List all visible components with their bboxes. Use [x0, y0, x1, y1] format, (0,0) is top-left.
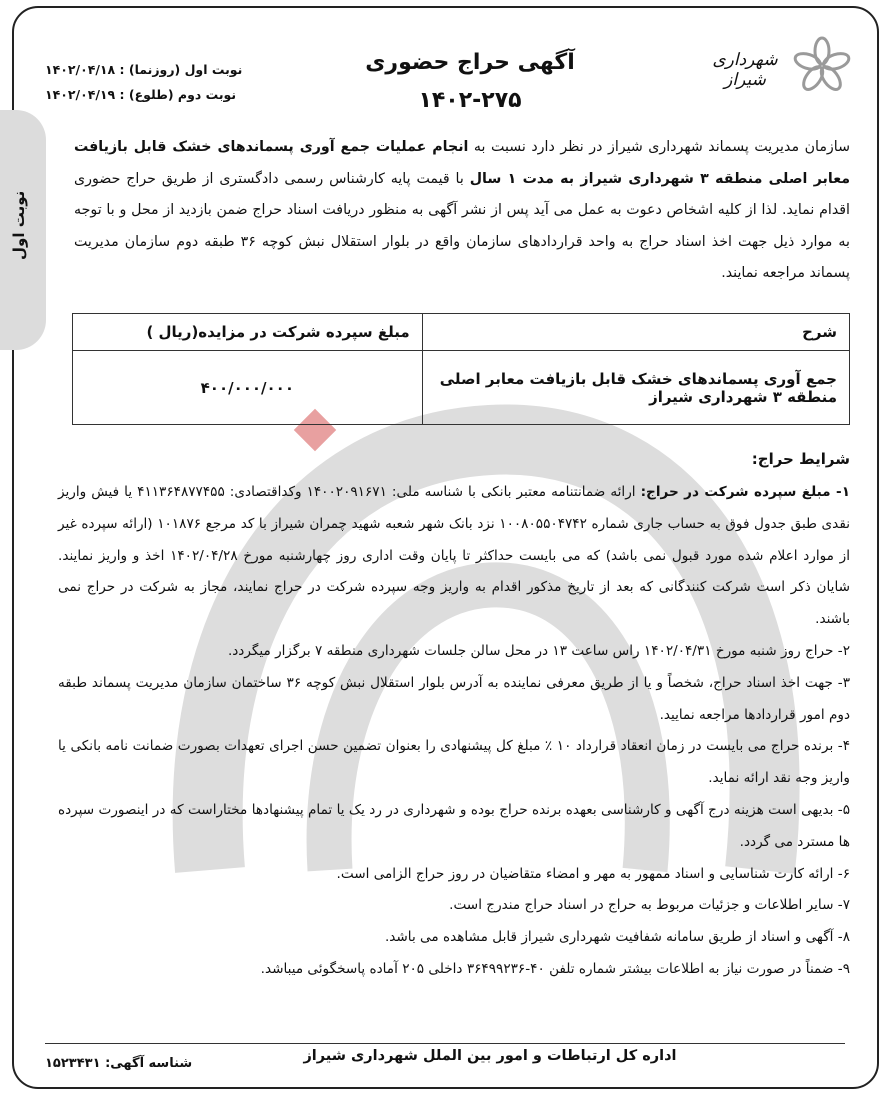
table-header-row [73, 314, 850, 351]
condition-2: ۲- حراج روز شنبه مورخ ۱۴۰۲/۰۴/۳۱ راس ساعت ۱۳ در محل سالن جلسات شهرداری منطقه ۷ برگزار میگردد. [227, 642, 850, 659]
ad-id: شناسه آگهی: ۱۵۲۳۴۳۱ [45, 1056, 193, 1071]
auction-number: ۱۴۰۲-۲۷۵ [418, 88, 522, 113]
condition-6: ۶- ارائه کارت شناسایی و اسناد ممهور به مهر و امضاء متقاضیان در روز حراج الزامی است. [336, 865, 850, 882]
condition-1-label: ۱- مبلغ سپرده شرکت در حراج: [640, 484, 850, 500]
intro-text-1: سازمان مدیریت پسماند شهرداری شیراز در نظر دارد نسبت به [468, 139, 850, 155]
table-header-amount: مبلغ سپرده شرکت در مزایده(ریال ) [73, 314, 423, 351]
logo-text: شهرداری شیراز [712, 50, 778, 90]
condition-4: ۴- برنده حراج می بایست در زمان انعقاد قرارداد ۱۰ ٪ مبلغ کل پیشنهادی را بعنوان تضمین حسن اجرای تعهدات بصورت ضمانت نامه بانکی یا واریز وجه نقد ارائه نماید. [58, 738, 851, 787]
condition-9: ۹- ضمناً در صورت نیاز به اطلاعات بیشتر شماره تلفن ۴۰-۳۶۴۹۹۲۳۶ داخلی ۲۰۵ آماده پاسخگوئی میباشد. [260, 960, 850, 977]
footer-department: اداره کل ارتباطات و امور بین الملل شهرداری شیراز [303, 1048, 677, 1064]
condition-1 [58, 477, 850, 636]
auction-table [72, 313, 850, 425]
first-turn-date: نوبت اول (روزنما) : ۱۴۰۲/۰۴/۱۸ [45, 62, 243, 77]
conditions-title: شرایط حراج: [751, 450, 850, 468]
footer-divider [45, 1043, 845, 1044]
intro-text-2: با قیمت پایه کارشناس رسمی دادگستری از طریق حراج حضوری اقدام نماید. لذا از کلیه اشخاص دعوت به عمل می آید پس از نشر آگهی به منظور دریافت اسناد حراج ضمن بازدید از محل و با توجه به موارد ذیل جهت اخذ اسناد حراج به واحد قراردادهای سازمان واقع در بلوار استقلال نبش کوچه ۳۶ طبقه دوم سازمان مدیریت پسماند مراجعه نمایند. [74, 170, 850, 281]
side-tab-label: نوبت اول [10, 190, 28, 260]
intro-paragraph [74, 132, 850, 290]
condition-1-text: ارائه ضمانتنامه معتبر بانکی با شناسه ملی: ۱۴۰۰۲۰۹۱۶۷۱ وکداقتصادی: ۴۱۱۳۶۴۸۷۷۴۵۵ یا فیش واریز نقدی طبق جدول فوق به حساب جاری شماره ۱۰۰۸۰۵۵۰۴۷۴۲ نزد بانک شهر شعبه شهید چمران شیراز با کد مرجع ۱۰۱۸۷۶ (ارائه سپرده غیر از موارد اعلام شده مورد قبول نمی باشد) که می بایست حداکثر تا پایان وقت اداری روز چهارشنبه مورخ ۱۴۰۲/۰۴/۲۸ اخذ و واریز نمایند. شایان ذکر است شرکت کنندگانی که بعد از تاریخ مذکور اقدام به واریز وجه سپرده شرکت در حراج نمایند، مجاز به شرکت در حراج نمی باشند. [58, 484, 850, 628]
table-row [73, 351, 850, 425]
table-cell-desc: جمع آوری پسماندهای خشک قابل بازیافت معابر اصلی منطقه ۳ شهرداری شیراز [422, 351, 849, 425]
condition-5: ۵- بدیهی است هزینه درج آگهی و کارشناسی بعهده برنده حراج بوده و شهرداری در رد یک یا تمام پیشنهادها مختاراست که در اینصورت سپرده ها مسترد می گردد. [58, 801, 850, 850]
condition-7: ۷- سایر اطلاعات و جزئیات مربوط به حراج در اسناد حراج مندرج است. [449, 897, 850, 914]
intro-bold: انجام عملیات جمع آوری پسماندهای خشک قابل بازیافت معابر اصلی منطقه ۳ شهرداری شیراز به مدت ۱ سال [74, 139, 851, 187]
page-title: آگهی حراج حضوری [365, 50, 575, 75]
conditions-list [58, 477, 850, 986]
table-header-desc: شرح [422, 314, 849, 351]
second-turn-date: نوبت دوم (طلوع) : ۱۴۰۲/۰۴/۱۹ [45, 87, 237, 102]
condition-8: ۸- آگهی و اسناد از طریق سامانه شفافیت شهرداری شیراز قابل مشاهده می باشد. [384, 929, 850, 946]
table-cell-amount: ۴۰۰/۰۰۰/۰۰۰ [73, 351, 423, 425]
condition-3: ۳- جهت اخذ اسناد حراج، شخصاً و یا از طریق معرفی نماینده به آدرس بلوار استقلال نبش کوچه ۳۶ ساختمان سازمان مدیریت پسماند طبقه دوم امور قراردادها مراجعه نمایید. [58, 674, 850, 723]
